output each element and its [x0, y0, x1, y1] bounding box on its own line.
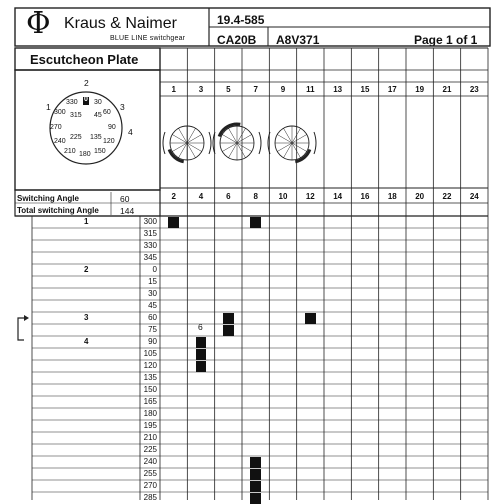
angle-value: 60 — [148, 313, 157, 322]
terminal-number-top: 1 — [171, 85, 176, 94]
dial-angle-label: 330 — [66, 99, 78, 106]
terminal-number-bottom: 2 — [171, 192, 176, 201]
angle-value: 0 — [152, 265, 157, 274]
contact-closed-mark — [223, 313, 234, 324]
terminal-number-top: 23 — [469, 85, 479, 94]
position-number: 2 — [84, 265, 89, 274]
dial-position-number: 4 — [128, 127, 133, 137]
series-code: CA20B — [217, 33, 257, 47]
dial-angle-label: 180 — [79, 151, 91, 158]
angle-value: 135 — [143, 373, 157, 382]
terminal-number-top: 7 — [253, 85, 258, 94]
position-number: 4 — [84, 337, 89, 346]
terminal-number-bottom: 18 — [387, 192, 397, 201]
terminal-number-bottom: 24 — [469, 192, 479, 201]
angle-value: 315 — [143, 229, 157, 238]
brand-tagline: BLUE LINE switchgear — [110, 35, 186, 42]
contact-symbol-2 — [213, 124, 261, 160]
angle-value: 180 — [143, 409, 157, 418]
angle-value: 195 — [143, 421, 157, 430]
contact-closed-mark — [196, 361, 207, 372]
note-label: 6 — [198, 322, 203, 332]
contact-closed-mark — [196, 337, 207, 348]
angle-value: 225 — [143, 445, 157, 454]
page-indicator: Page 1 of 1 — [414, 33, 478, 47]
angle-value: 15 — [148, 277, 157, 286]
terminal-number-bottom: 20 — [415, 192, 425, 201]
position-bracket-icon — [18, 318, 24, 340]
dial-angle-label: 315 — [70, 112, 82, 119]
contact-symbol-1 — [163, 126, 211, 162]
dial-angle-label: 210 — [64, 148, 76, 155]
terminal-number-bottom: 14 — [333, 192, 343, 201]
terminal-number-bottom: 4 — [198, 192, 204, 201]
angle-value: 300 — [143, 217, 157, 226]
terminal-number-top: 9 — [280, 85, 286, 94]
dial-angle-label: 120 — [103, 138, 115, 145]
dial-angle-label: 0 — [84, 96, 88, 103]
dial-angle-label: 150 — [94, 148, 106, 155]
angle-value: 150 — [143, 385, 157, 394]
dial-angle-label: 225 — [70, 134, 82, 141]
contact-closed-mark — [223, 325, 234, 336]
terminal-number-bottom: 10 — [278, 192, 288, 201]
angle-value: 345 — [143, 253, 157, 262]
position-number: 1 — [84, 217, 89, 226]
switching-angle-value: 60 — [120, 194, 130, 204]
position-number: 3 — [84, 313, 89, 322]
total-switching-angle-label: Total switching Angle — [17, 206, 99, 215]
terminal-number-top: 19 — [415, 85, 425, 94]
dial-angle-label: 135 — [90, 134, 102, 141]
contact-closed-mark — [250, 457, 261, 468]
terminal-number-top: 13 — [333, 85, 343, 94]
angle-value: 240 — [143, 457, 157, 466]
terminal-number-bottom: 16 — [360, 192, 370, 201]
angle-value: 120 — [143, 361, 157, 370]
terminal-number-bottom: 12 — [305, 192, 315, 201]
contact-closed-mark — [196, 349, 207, 360]
dial-angle-label: 45 — [94, 112, 102, 119]
terminal-number-bottom: 22 — [442, 192, 452, 201]
contact-closed-mark — [250, 469, 261, 480]
brand-name: Kraus & Naimer — [64, 15, 177, 32]
angle-value: 90 — [148, 337, 157, 346]
contact-symbol-3 — [268, 126, 316, 162]
contact-closed-mark — [250, 493, 261, 504]
dial-angle-label: 270 — [50, 124, 62, 131]
terminal-number-top: 15 — [360, 85, 370, 94]
dial-position-number: 1 — [46, 102, 51, 112]
dial-position-number: 2 — [84, 78, 89, 88]
contact-closed-mark — [168, 217, 179, 228]
angle-value: 45 — [148, 301, 157, 310]
angle-value: 105 — [143, 349, 157, 358]
terminal-number-top: 5 — [226, 85, 231, 94]
dial-angle-label: 300 — [54, 109, 66, 116]
dial-angle-label: 30 — [94, 99, 102, 106]
contact-closed-mark — [250, 217, 261, 228]
angle-value: 165 — [143, 397, 157, 406]
dial-angle-label: 60 — [103, 109, 111, 116]
contact-closed-mark — [305, 313, 316, 324]
escutcheon-frame — [15, 70, 160, 190]
angle-value: 30 — [148, 289, 157, 298]
angle-value: 330 — [143, 241, 157, 250]
arrow-right-icon — [24, 315, 29, 321]
variant-code: A8V371 — [276, 33, 320, 47]
escutcheon-title-frame — [15, 48, 160, 70]
terminal-number-top: 11 — [306, 85, 315, 94]
contact-closed-mark — [250, 481, 261, 492]
switching-angle-label: Switching Angle — [17, 194, 79, 203]
angle-value: 255 — [143, 469, 157, 478]
dial-angle-label: 90 — [108, 124, 116, 131]
dial-position-number: 3 — [120, 102, 125, 112]
angle-value: 270 — [143, 481, 157, 490]
total-switching-angle-value: 144 — [120, 206, 135, 216]
escutcheon-title: Escutcheon Plate — [30, 52, 139, 67]
terminal-number-bottom: 6 — [226, 192, 231, 201]
angle-value: 75 — [148, 325, 157, 334]
phi-logo-icon: Φ — [26, 6, 51, 41]
angle-value: 210 — [143, 433, 157, 442]
terminal-number-top: 3 — [198, 85, 204, 94]
dial-angle-label: 240 — [54, 138, 66, 145]
terminal-number-bottom: 8 — [253, 192, 258, 201]
terminal-number-top: 17 — [387, 85, 397, 94]
doc-number: 19.4-585 — [217, 13, 265, 27]
angle-value: 285 — [143, 493, 157, 502]
terminal-number-top: 21 — [442, 85, 452, 94]
